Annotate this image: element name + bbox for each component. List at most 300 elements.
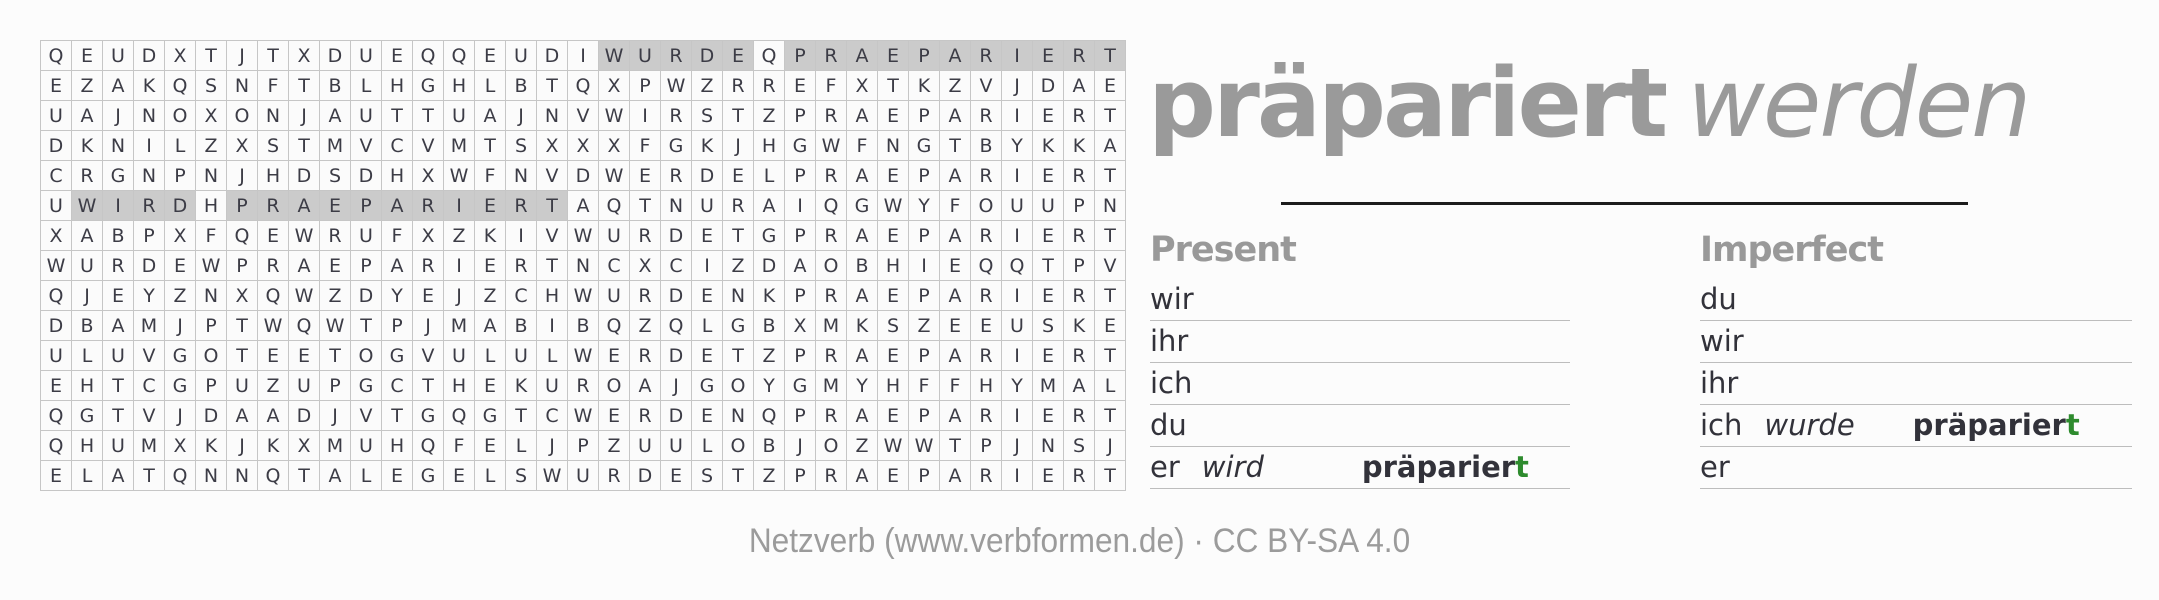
grid-cell[interactable]: E (692, 221, 723, 251)
grid-cell[interactable]: E (630, 161, 661, 191)
grid-cell[interactable]: V (413, 341, 444, 371)
grid-cell[interactable]: A (754, 191, 785, 221)
grid-cell[interactable]: K (258, 431, 289, 461)
grid-cell[interactable]: J (1002, 71, 1033, 101)
grid-cell[interactable]: N (227, 71, 258, 101)
grid-cell[interactable]: A (847, 341, 878, 371)
grid-cell[interactable]: R (72, 161, 103, 191)
grid-cell[interactable]: R (816, 341, 847, 371)
grid-cell[interactable]: R (630, 281, 661, 311)
grid-cell[interactable]: G (847, 191, 878, 221)
grid-cell[interactable]: W (289, 281, 320, 311)
grid-cell[interactable]: E (878, 341, 909, 371)
grid-cell[interactable]: N (258, 101, 289, 131)
grid-cell[interactable]: W (568, 221, 599, 251)
grid-cell[interactable]: A (72, 221, 103, 251)
grid-cell[interactable]: E (1033, 461, 1064, 491)
grid-cell[interactable]: O (227, 101, 258, 131)
grid-cell[interactable]: R (816, 221, 847, 251)
grid-cell[interactable]: L (351, 461, 382, 491)
grid-cell[interactable]: A (103, 461, 134, 491)
grid-cell[interactable]: G (692, 371, 723, 401)
grid-cell[interactable]: G (413, 71, 444, 101)
grid-cell[interactable]: B (506, 311, 537, 341)
grid-cell[interactable]: J (537, 431, 568, 461)
grid-cell[interactable]: W (196, 251, 227, 281)
grid-cell[interactable]: O (723, 371, 754, 401)
grid-cell[interactable]: H (537, 281, 568, 311)
grid-cell[interactable]: S (692, 101, 723, 131)
grid-cell[interactable]: A (847, 461, 878, 491)
grid-cell[interactable]: M (1033, 371, 1064, 401)
grid-cell[interactable]: P (785, 401, 816, 431)
grid-cell[interactable]: C (382, 371, 413, 401)
grid-cell[interactable]: E (785, 71, 816, 101)
grid-cell[interactable]: E (1033, 401, 1064, 431)
grid-cell[interactable]: U (537, 371, 568, 401)
grid-cell[interactable]: I (1002, 401, 1033, 431)
grid-cell[interactable]: E (661, 461, 692, 491)
grid-cell[interactable]: U (103, 431, 134, 461)
grid-cell[interactable]: Z (320, 281, 351, 311)
grid-cell[interactable]: B (320, 71, 351, 101)
grid-cell[interactable]: V (1095, 251, 1126, 281)
grid-cell[interactable]: P (909, 281, 940, 311)
grid-cell[interactable]: B (971, 131, 1002, 161)
grid-cell[interactable]: R (1064, 461, 1095, 491)
grid-cell[interactable]: X (630, 251, 661, 281)
grid-cell[interactable]: A (940, 401, 971, 431)
grid-cell[interactable]: Q (444, 401, 475, 431)
grid-cell[interactable]: P (134, 221, 165, 251)
grid-cell[interactable]: D (41, 311, 72, 341)
grid-cell[interactable]: U (289, 371, 320, 401)
grid-cell[interactable]: I (785, 191, 816, 221)
grid-cell[interactable]: P (971, 431, 1002, 461)
grid-cell[interactable]: R (661, 41, 692, 71)
grid-cell[interactable]: K (134, 71, 165, 101)
grid-cell[interactable]: X (289, 431, 320, 461)
grid-cell[interactable]: G (754, 221, 785, 251)
grid-cell[interactable]: R (1064, 41, 1095, 71)
grid-cell[interactable]: T (103, 371, 134, 401)
grid-cell[interactable]: G (165, 371, 196, 401)
grid-cell[interactable]: V (413, 131, 444, 161)
grid-cell[interactable]: H (971, 371, 1002, 401)
grid-cell[interactable]: D (692, 161, 723, 191)
grid-cell[interactable]: Z (754, 101, 785, 131)
grid-cell[interactable]: E (320, 251, 351, 281)
grid-cell[interactable]: E (940, 251, 971, 281)
grid-cell[interactable]: T (475, 131, 506, 161)
grid-cell[interactable]: Q (41, 401, 72, 431)
grid-cell[interactable]: E (41, 371, 72, 401)
grid-cell[interactable]: B (103, 221, 134, 251)
grid-cell[interactable]: L (754, 161, 785, 191)
grid-cell[interactable]: W (878, 191, 909, 221)
grid-cell[interactable]: T (1095, 461, 1126, 491)
grid-cell[interactable]: M (816, 371, 847, 401)
grid-cell[interactable]: P (196, 311, 227, 341)
grid-cell[interactable]: Q (754, 41, 785, 71)
grid-cell[interactable]: A (1064, 71, 1095, 101)
grid-cell[interactable]: F (847, 131, 878, 161)
grid-cell[interactable]: K (196, 431, 227, 461)
grid-cell[interactable]: Q (413, 41, 444, 71)
grid-cell[interactable]: U (41, 101, 72, 131)
grid-cell[interactable]: G (723, 311, 754, 341)
grid-cell[interactable]: T (134, 461, 165, 491)
grid-cell[interactable]: J (661, 371, 692, 401)
grid-cell[interactable]: X (568, 131, 599, 161)
grid-cell[interactable]: A (382, 251, 413, 281)
grid-cell[interactable]: C (134, 371, 165, 401)
grid-cell[interactable]: R (816, 161, 847, 191)
grid-cell[interactable]: E (878, 281, 909, 311)
grid-cell[interactable]: K (475, 221, 506, 251)
grid-cell[interactable]: G (382, 341, 413, 371)
grid-cell[interactable]: W (72, 191, 103, 221)
grid-cell[interactable]: Z (754, 341, 785, 371)
grid-cell[interactable]: D (41, 131, 72, 161)
grid-cell[interactable]: R (506, 251, 537, 281)
grid-cell[interactable]: I (1002, 101, 1033, 131)
grid-cell[interactable]: Z (258, 371, 289, 401)
grid-cell[interactable]: A (103, 311, 134, 341)
grid-cell[interactable]: T (258, 41, 289, 71)
grid-cell[interactable]: N (878, 131, 909, 161)
grid-cell[interactable]: Q (568, 71, 599, 101)
grid-cell[interactable]: I (1002, 161, 1033, 191)
grid-cell[interactable]: I (103, 191, 134, 221)
grid-cell[interactable]: O (196, 341, 227, 371)
grid-cell[interactable]: Q (413, 431, 444, 461)
grid-cell[interactable]: Q (41, 281, 72, 311)
grid-cell[interactable]: E (444, 461, 475, 491)
grid-cell[interactable]: L (72, 341, 103, 371)
grid-cell[interactable]: Z (196, 131, 227, 161)
grid-cell[interactable]: C (41, 161, 72, 191)
grid-cell[interactable]: Q (289, 311, 320, 341)
grid-cell[interactable]: P (909, 341, 940, 371)
grid-cell[interactable]: J (227, 431, 258, 461)
grid-cell[interactable]: U (568, 461, 599, 491)
grid-cell[interactable]: N (1033, 431, 1064, 461)
grid-cell[interactable]: G (413, 461, 444, 491)
grid-cell[interactable]: F (816, 71, 847, 101)
grid-cell[interactable]: Q (444, 41, 475, 71)
grid-cell[interactable]: U (661, 431, 692, 461)
grid-cell[interactable]: J (320, 401, 351, 431)
grid-cell[interactable]: P (785, 161, 816, 191)
grid-cell[interactable]: R (661, 101, 692, 131)
grid-cell[interactable]: Q (971, 251, 1002, 281)
grid-cell[interactable]: R (1064, 401, 1095, 431)
grid-cell[interactable]: M (320, 431, 351, 461)
grid-cell[interactable]: T (1095, 101, 1126, 131)
grid-cell[interactable]: B (754, 311, 785, 341)
grid-cell[interactable]: F (940, 371, 971, 401)
grid-cell[interactable]: K (754, 281, 785, 311)
grid-cell[interactable]: V (134, 401, 165, 431)
grid-cell[interactable]: J (72, 281, 103, 311)
grid-cell[interactable]: O (816, 431, 847, 461)
grid-cell[interactable]: P (785, 221, 816, 251)
grid-cell[interactable]: W (289, 221, 320, 251)
grid-cell[interactable]: P (196, 371, 227, 401)
grid-cell[interactable]: A (568, 191, 599, 221)
grid-cell[interactable]: R (1064, 281, 1095, 311)
grid-cell[interactable]: P (351, 251, 382, 281)
grid-cell[interactable]: R (723, 71, 754, 101)
grid-cell[interactable]: N (1095, 191, 1126, 221)
grid-cell[interactable]: L (692, 431, 723, 461)
grid-cell[interactable]: L (692, 311, 723, 341)
grid-cell[interactable]: A (382, 191, 413, 221)
grid-cell[interactable]: E (1095, 311, 1126, 341)
grid-cell[interactable]: T (103, 401, 134, 431)
grid-cell[interactable]: K (72, 131, 103, 161)
grid-cell[interactable]: D (661, 221, 692, 251)
grid-cell[interactable]: A (320, 461, 351, 491)
grid-cell[interactable]: Z (165, 281, 196, 311)
grid-cell[interactable]: H (72, 431, 103, 461)
grid-cell[interactable]: D (351, 281, 382, 311)
grid-cell[interactable]: T (537, 191, 568, 221)
grid-cell[interactable]: K (1033, 131, 1064, 161)
grid-cell[interactable]: A (320, 101, 351, 131)
grid-cell[interactable]: C (599, 251, 630, 281)
grid-cell[interactable]: E (41, 71, 72, 101)
grid-cell[interactable]: P (909, 221, 940, 251)
grid-cell[interactable]: E (320, 191, 351, 221)
grid-cell[interactable]: N (723, 281, 754, 311)
grid-cell[interactable]: X (599, 131, 630, 161)
grid-cell[interactable]: U (351, 101, 382, 131)
grid-cell[interactable]: U (103, 341, 134, 371)
grid-cell[interactable]: T (940, 431, 971, 461)
grid-cell[interactable]: A (847, 221, 878, 251)
grid-cell[interactable]: X (165, 41, 196, 71)
grid-cell[interactable]: F (444, 431, 475, 461)
grid-cell[interactable]: V (134, 341, 165, 371)
grid-cell[interactable]: F (630, 131, 661, 161)
grid-cell[interactable]: A (847, 101, 878, 131)
grid-cell[interactable]: G (785, 371, 816, 401)
grid-cell[interactable]: S (1064, 431, 1095, 461)
grid-cell[interactable]: A (103, 71, 134, 101)
grid-cell[interactable]: B (568, 311, 599, 341)
grid-cell[interactable]: F (940, 191, 971, 221)
grid-cell[interactable]: J (165, 311, 196, 341)
grid-cell[interactable]: T (1095, 221, 1126, 251)
grid-cell[interactable]: Y (134, 281, 165, 311)
grid-cell[interactable]: D (661, 281, 692, 311)
grid-cell[interactable]: I (1002, 461, 1033, 491)
grid-cell[interactable]: W (909, 431, 940, 461)
grid-cell[interactable]: K (1064, 311, 1095, 341)
grid-cell[interactable]: F (475, 161, 506, 191)
grid-cell[interactable]: D (661, 401, 692, 431)
grid-cell[interactable]: Z (692, 71, 723, 101)
grid-cell[interactable]: G (165, 341, 196, 371)
grid-cell[interactable]: Q (165, 71, 196, 101)
grid-cell[interactable]: R (971, 401, 1002, 431)
grid-cell[interactable]: T (537, 71, 568, 101)
grid-cell[interactable]: X (227, 281, 258, 311)
grid-cell[interactable]: A (940, 281, 971, 311)
grid-cell[interactable]: P (785, 341, 816, 371)
grid-cell[interactable]: T (413, 101, 444, 131)
grid-cell[interactable]: U (444, 341, 475, 371)
grid-cell[interactable]: Y (909, 191, 940, 221)
grid-cell[interactable]: T (351, 311, 382, 341)
grid-cell[interactable]: O (723, 431, 754, 461)
grid-cell[interactable]: S (878, 311, 909, 341)
grid-cell[interactable]: N (661, 191, 692, 221)
grid-cell[interactable]: D (568, 161, 599, 191)
grid-cell[interactable]: X (413, 221, 444, 251)
grid-cell[interactable]: A (72, 101, 103, 131)
grid-cell[interactable]: E (41, 461, 72, 491)
grid-cell[interactable]: R (630, 341, 661, 371)
grid-cell[interactable]: M (816, 311, 847, 341)
grid-cell[interactable]: Z (754, 461, 785, 491)
grid-cell[interactable]: E (878, 101, 909, 131)
grid-cell[interactable]: T (320, 341, 351, 371)
grid-cell[interactable]: J (227, 41, 258, 71)
grid-cell[interactable]: T (537, 251, 568, 281)
grid-cell[interactable]: T (878, 71, 909, 101)
grid-cell[interactable]: P (909, 161, 940, 191)
grid-cell[interactable]: S (258, 131, 289, 161)
grid-cell[interactable]: I (1002, 281, 1033, 311)
grid-cell[interactable]: R (630, 401, 661, 431)
grid-cell[interactable]: R (661, 161, 692, 191)
grid-cell[interactable]: R (568, 371, 599, 401)
grid-cell[interactable]: G (413, 401, 444, 431)
grid-cell[interactable]: V (568, 101, 599, 131)
grid-cell[interactable]: R (971, 41, 1002, 71)
grid-cell[interactable]: T (506, 401, 537, 431)
grid-cell[interactable]: X (165, 431, 196, 461)
grid-cell[interactable]: W (816, 131, 847, 161)
grid-cell[interactable]: T (413, 371, 444, 401)
grid-cell[interactable]: R (816, 101, 847, 131)
grid-cell[interactable]: R (506, 191, 537, 221)
grid-cell[interactable]: A (1095, 131, 1126, 161)
grid-cell[interactable]: U (103, 41, 134, 71)
grid-cell[interactable]: R (971, 281, 1002, 311)
grid-cell[interactable]: I (1002, 41, 1033, 71)
grid-cell[interactable]: T (723, 341, 754, 371)
grid-cell[interactable]: Z (444, 221, 475, 251)
grid-cell[interactable]: R (754, 71, 785, 101)
grid-cell[interactable]: E (475, 431, 506, 461)
grid-cell[interactable]: I (1002, 221, 1033, 251)
grid-cell[interactable]: R (134, 191, 165, 221)
grid-cell[interactable]: A (847, 401, 878, 431)
grid-cell[interactable]: L (475, 341, 506, 371)
grid-cell[interactable]: E (723, 161, 754, 191)
grid-cell[interactable]: R (630, 221, 661, 251)
grid-cell[interactable]: Q (599, 311, 630, 341)
grid-cell[interactable]: H (196, 191, 227, 221)
grid-cell[interactable]: T (1095, 161, 1126, 191)
grid-cell[interactable]: E (1033, 41, 1064, 71)
grid-cell[interactable]: P (1064, 251, 1095, 281)
grid-cell[interactable]: N (103, 131, 134, 161)
grid-cell[interactable]: A (289, 251, 320, 281)
grid-cell[interactable]: U (506, 41, 537, 71)
grid-cell[interactable]: C (537, 401, 568, 431)
grid-cell[interactable]: G (351, 371, 382, 401)
grid-cell[interactable]: E (289, 341, 320, 371)
grid-cell[interactable]: K (692, 131, 723, 161)
grid-cell[interactable]: E (599, 341, 630, 371)
grid-cell[interactable]: L (537, 341, 568, 371)
grid-cell[interactable]: R (971, 461, 1002, 491)
grid-cell[interactable]: E (382, 41, 413, 71)
grid-cell[interactable]: U (444, 101, 475, 131)
grid-cell[interactable]: I (692, 251, 723, 281)
grid-cell[interactable]: D (134, 251, 165, 281)
grid-cell[interactable]: M (134, 311, 165, 341)
grid-cell[interactable]: A (940, 461, 971, 491)
grid-cell[interactable]: E (1095, 71, 1126, 101)
grid-cell[interactable]: W (41, 251, 72, 281)
grid-cell[interactable]: K (909, 71, 940, 101)
grid-cell[interactable]: A (847, 161, 878, 191)
grid-cell[interactable]: E (475, 251, 506, 281)
grid-cell[interactable]: E (1033, 341, 1064, 371)
grid-cell[interactable]: W (568, 341, 599, 371)
grid-cell[interactable]: A (940, 101, 971, 131)
grid-cell[interactable]: P (227, 251, 258, 281)
grid-cell[interactable]: T (227, 341, 258, 371)
grid-cell[interactable]: L (506, 431, 537, 461)
grid-cell[interactable]: H (258, 161, 289, 191)
grid-cell[interactable]: R (971, 161, 1002, 191)
grid-cell[interactable]: U (1002, 191, 1033, 221)
grid-cell[interactable]: F (382, 221, 413, 251)
grid-cell[interactable]: J (506, 101, 537, 131)
grid-cell[interactable]: T (196, 41, 227, 71)
grid-cell[interactable]: T (723, 461, 754, 491)
grid-cell[interactable]: S (320, 161, 351, 191)
grid-cell[interactable]: V (351, 401, 382, 431)
grid-cell[interactable]: E (1033, 101, 1064, 131)
grid-cell[interactable]: E (971, 311, 1002, 341)
grid-cell[interactable]: T (630, 191, 661, 221)
grid-cell[interactable]: H (444, 71, 475, 101)
grid-cell[interactable]: E (72, 41, 103, 71)
grid-cell[interactable]: P (785, 41, 816, 71)
grid-cell[interactable]: I (909, 251, 940, 281)
grid-cell[interactable]: M (320, 131, 351, 161)
grid-cell[interactable]: T (723, 101, 754, 131)
grid-cell[interactable]: U (630, 431, 661, 461)
grid-cell[interactable]: I (630, 101, 661, 131)
grid-cell[interactable]: X (289, 41, 320, 71)
grid-cell[interactable]: R (320, 221, 351, 251)
grid-cell[interactable]: B (72, 311, 103, 341)
grid-cell[interactable]: N (134, 161, 165, 191)
grid-cell[interactable]: N (568, 251, 599, 281)
grid-cell[interactable]: U (599, 221, 630, 251)
grid-cell[interactable]: G (72, 401, 103, 431)
grid-cell[interactable]: Q (1002, 251, 1033, 281)
